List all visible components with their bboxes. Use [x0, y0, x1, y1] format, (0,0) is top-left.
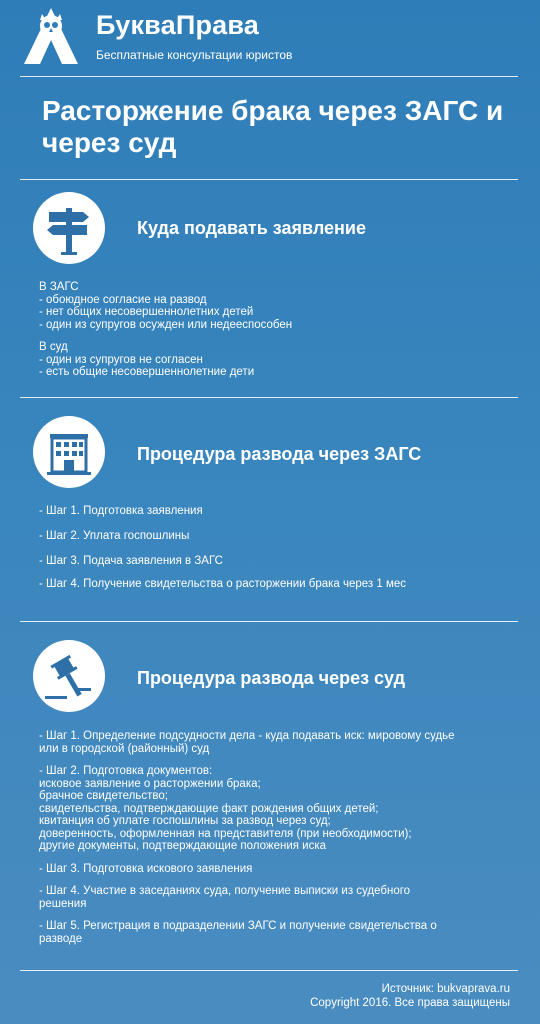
divider [20, 970, 518, 971]
zags-step: - Шаг 3. Подача заявления в ЗАГС [39, 555, 223, 567]
text-line: В суд [39, 341, 68, 353]
brand-tagline: Бесплатные консультации юристов [96, 48, 293, 62]
brand-name: БукваПрава [96, 10, 260, 40]
text-line: доверенность, оформленная на представителя (при необходимости); [39, 827, 412, 840]
divider [20, 179, 518, 180]
court-step-5 [39, 920, 509, 945]
text-line: - Шаг 2. Подготовка документов: [39, 765, 213, 777]
section-icon-circle [33, 640, 105, 712]
court-step-4 [39, 885, 509, 910]
court-step-1 [39, 730, 509, 755]
building-icon [33, 416, 105, 488]
text-line: - Шаг 1. Определение подсудности дела - куда подавать иск: мировому судье [39, 730, 455, 742]
text-line: или в городской (районный) суд [39, 742, 210, 755]
text-line: - Шаг 3. Подготовка искового заявления [39, 862, 253, 875]
zags-step: - Шаг 2. Уплата госпошлины [39, 530, 190, 542]
zags-step: - Шаг 1. Подготовка заявления [39, 505, 203, 517]
text-line: - Шаг 4. Участие в заседаниях суда, получение выписки из судебного [39, 885, 411, 897]
section-title-zags: Процедура развода через ЗАГС [137, 444, 422, 464]
section-title-court: Процедура развода через суд [137, 668, 406, 688]
text-line: свидетельства, подтверждающие факт рождения общих детей; [39, 802, 379, 815]
text-line: квитанция об уплате госпошлины за развод через суд; [39, 815, 331, 827]
signpost-icon [33, 192, 105, 264]
section-icon-circle [33, 192, 105, 264]
zags-step: - Шаг 4. Получение свидетельства о расторжении брака через 1 мес [39, 578, 407, 590]
court-body [39, 730, 509, 955]
divider [20, 76, 518, 77]
text-line: - один из супругов не согласен [39, 353, 203, 366]
text-line: В ЗАГС [39, 281, 79, 293]
court-step-3 [39, 863, 509, 876]
text-line: - Шаг 5. Регистрация в подразделении ЗАГС и получение свидетельства о [39, 920, 437, 932]
text-line: другие документы, подтверждающие положения иска [39, 840, 327, 852]
spacer [39, 331, 509, 341]
header [0, 0, 540, 76]
page-title: Расторжение брака через ЗАГС и через суд [42, 95, 504, 158]
footer-source: Источник: bukvaprava.ru [381, 983, 510, 995]
text-line: разводе [39, 932, 83, 945]
section-icon-circle [33, 416, 105, 488]
divider [20, 397, 518, 398]
text-line: - нет общих несовершеннолетних детей [39, 306, 254, 318]
divider [20, 621, 518, 622]
text-line: - есть общие несовершеннолетние дети [39, 366, 255, 378]
section-title-where: Куда подавать заявление [137, 218, 366, 238]
text-line: решения [39, 897, 87, 910]
gavel-icon [33, 640, 105, 712]
text-line: - один из супругов осужден или недееспособен [39, 318, 293, 331]
footer-copyright: Copyright 2016. Все права защищены [310, 997, 510, 1009]
court-step-2 [39, 765, 509, 853]
where-body [39, 281, 509, 379]
owl-a-logo-icon [22, 6, 80, 66]
text-line: брачное свидетельство; [39, 790, 168, 802]
text-line: - обоюдное согласие на развод [39, 293, 207, 306]
text-line: исковое заявление о расторжении брака; [39, 777, 261, 790]
footer [310, 982, 510, 1010]
